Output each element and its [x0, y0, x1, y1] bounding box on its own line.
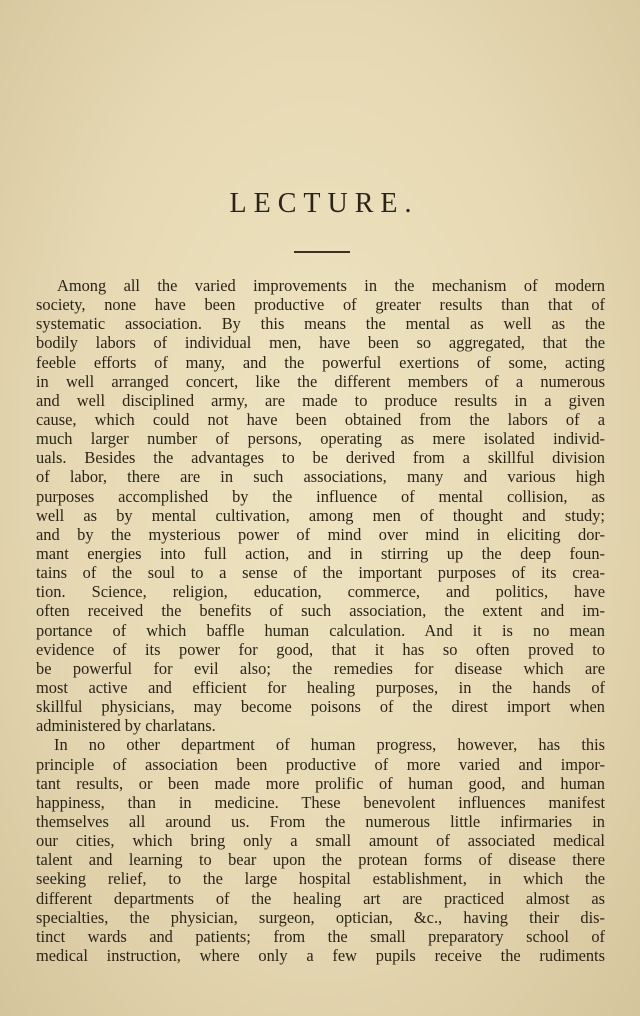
text-line: cause, which could not have been obtained from the labors of a — [36, 409, 605, 429]
text-line: skillful physicians, may become poisons of the direst import when — [36, 697, 605, 717]
text-line: In no other department of human progress, however, has this — [54, 735, 605, 755]
text-line: specialties, the physician, surgeon, optician, &c., having their dis- — [36, 907, 605, 927]
text-line: be powerful for evil also; the remedies for disease which are — [36, 658, 605, 678]
text-line: evidence of its power for good, that it has so often proved to — [36, 639, 605, 659]
text-line: much larger number of persons, operating as mere isolated individ- — [36, 429, 605, 449]
lecture-heading: LECTURE. — [229, 188, 419, 219]
text-line: tinct wards and patients; from the small preparatory school of — [36, 926, 605, 946]
text-line: principle of association been productive of more varied and impor- — [36, 754, 605, 774]
text-line: well as by mental cultivation, among men of thought and study; — [36, 505, 605, 525]
text-line: and by the mysterious power of mind over mind in eliciting dor- — [36, 524, 605, 544]
text-line: medical instruction, where only a few pupils receive the rudiments — [36, 945, 605, 965]
text-line: most active and efficient for healing purposes, in the hands of — [36, 677, 605, 697]
text-line: systematic association. By this means the mental as well as the — [36, 314, 605, 334]
text-line: uals. Besides the advantages to be derived from a skillful division — [36, 448, 605, 468]
text-line: bodily labors of individual men, have been so aggregated, that the — [36, 333, 605, 353]
text-line: and well disciplined army, are made to produce results in a given — [36, 390, 605, 410]
text-line: in well arranged concert, like the different members of a numerous — [36, 371, 605, 391]
text-line: portance of which baffle human calculation. And it is no mean — [36, 620, 605, 640]
text-line: different departments of the healing art are practiced almost as — [36, 888, 605, 908]
title-divider — [294, 251, 350, 253]
text-line: talent and learning to bear upon the protean forms of disease there — [36, 850, 605, 870]
text-line: tant results, or been made more prolific of human good, and human — [36, 773, 605, 793]
text-line: tion. Science, religion, education, commerce, and politics, have — [36, 582, 605, 602]
text-line: purposes accomplished by the influence of mental collision, as — [36, 486, 605, 506]
text-line: society, none have been productive of greater results than that of — [36, 295, 605, 315]
text-line: mant energies into full action, and in stirring up the deep foun- — [36, 543, 605, 563]
text-line: of labor, there are in such associations, many and various high — [36, 467, 605, 487]
text-line: administered by charlatans. — [36, 716, 216, 736]
text-line: happiness, than in medicine. These benevolent influences manifest — [36, 792, 605, 812]
text-line: seeking relief, to the large hospital establishment, in which the — [36, 869, 605, 889]
text-line: often received the benefits of such association, the extent and im- — [36, 601, 605, 621]
lecture-body — [36, 276, 605, 965]
text-line: feeble efforts of many, and the powerful exertions of some, acting — [36, 352, 605, 372]
text-line: themselves all around us. From the numerous little infirmaries in — [36, 811, 605, 831]
text-line: tains of the soul to a sense of the important purposes of its crea- — [36, 563, 605, 583]
text-line: our cities, which bring only a small amount of associated medical — [36, 831, 605, 851]
text-line: Among all the varied improvements in the mechanism of modern — [57, 276, 605, 295]
